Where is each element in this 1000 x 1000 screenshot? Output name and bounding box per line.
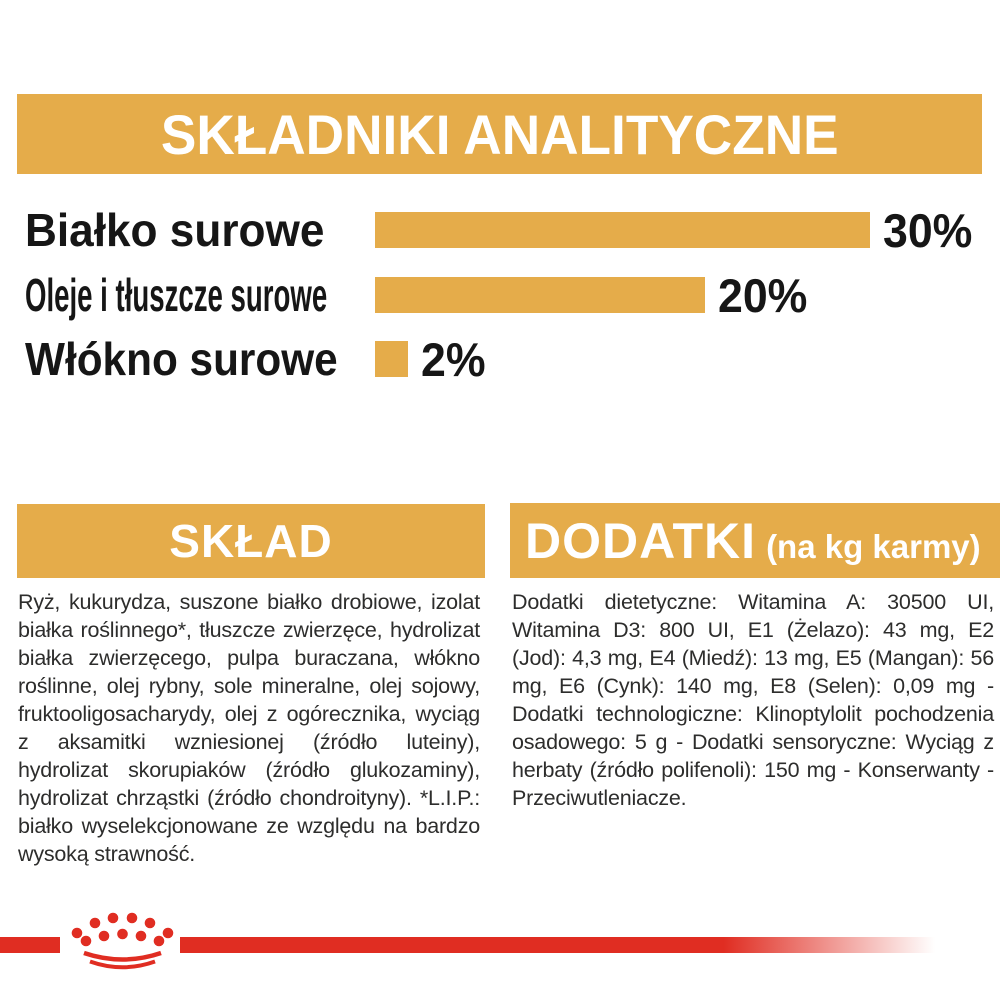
chart-row: [25, 268, 995, 322]
bar-label-crude-protein: Białko surowe: [25, 204, 325, 256]
chart-row: [25, 332, 995, 386]
left-red-bar: [0, 937, 60, 953]
right-red-bar: [180, 937, 935, 953]
bar-value-crude-protein: 30%: [883, 203, 973, 257]
bar-crude-fats: [375, 277, 705, 313]
analytics-banner: [17, 94, 982, 174]
bar-value-crude-fibre: 2%: [421, 332, 486, 386]
crown-dot: [81, 936, 92, 947]
crown-dot: [145, 918, 156, 929]
bar-crude-protein: [375, 212, 870, 248]
analytics-banner-title: SKŁADNIKI ANALITYCZNE: [160, 102, 839, 166]
bar-label-crude-fibre: Włókno surowe: [25, 333, 338, 385]
crown-dot: [136, 931, 147, 942]
bar-label-crude-fats: Oleje i tłuszcze surowe: [25, 269, 328, 321]
crown-dot: [99, 931, 110, 942]
additives-heading-suffix: (na kg karmy): [766, 527, 981, 565]
bar-label-box: [25, 203, 375, 257]
crown-dot: [90, 918, 101, 929]
bar-label-box: [25, 268, 375, 322]
additives-heading: DODATKI: [525, 512, 757, 569]
bar-label-box: [25, 332, 375, 386]
crown-dots: [72, 913, 174, 947]
crown-dot: [127, 913, 138, 924]
crown-dot: [154, 936, 165, 947]
chart-row: [25, 203, 995, 257]
bar-crude-fibre: [375, 341, 408, 377]
crown-dot: [108, 913, 119, 924]
crown-dot: [163, 928, 174, 939]
additives-heading-wrap: [525, 512, 981, 570]
crown-dot: [72, 928, 83, 939]
additives-banner: [510, 503, 1000, 578]
additives-body-text: Dodatki dietetyczne: Witamina A: 30500 UI, Witamina D3: 800 UI, E1 (Żelazo): 43 mg, E2 (Jod): 4,3 mg, E4 (Miedź): 13 mg, E5 (Mangan): 56 mg, E6 (Cynk): 140 mg, E8 (Selen): 0,09 mg - Dodatki technologiczne: Klinoptylolit pochodzenia osadowego: 5 g - Dodatki sensoryczne: Wyciąg z herbaty (źródło polifenoli): 150 mg - Konserwanty - Przeciwutleniacze.: [512, 590, 994, 810]
crown-dot: [117, 929, 128, 940]
crown-base-arc-lower: [90, 962, 155, 968]
composition-banner: [17, 504, 485, 578]
crown-base-arc-upper: [84, 953, 161, 960]
composition-body-text: Ryż, kukurydza, suszone białko drobiowe, izolat białka roślinnego*, tłuszcze zwierzęce, hydrolizat białka zwierzęcego, pulpa buraczana, włókno roślinne, olej rybny, sole mineralne, olej sojowy, fruktooligosacharydy, olej z ogórecznika, wyciąg z aksamitki wzniesionej (źródło luteiny), hydrolizat skorupiaków (źródło glukozaminy), hydrolizat chrząstki (źródło chondroityny). *L.I.P.: białko wyselekcjonowane ze względu na bardzo wysoką strawność.: [18, 590, 480, 866]
composition-heading: SKŁAD: [169, 515, 333, 567]
royal-canin-crown-logo: [0, 900, 1000, 1000]
bar-value-crude-fats: 20%: [718, 268, 808, 322]
footer-logo-strip: [0, 900, 1000, 1000]
